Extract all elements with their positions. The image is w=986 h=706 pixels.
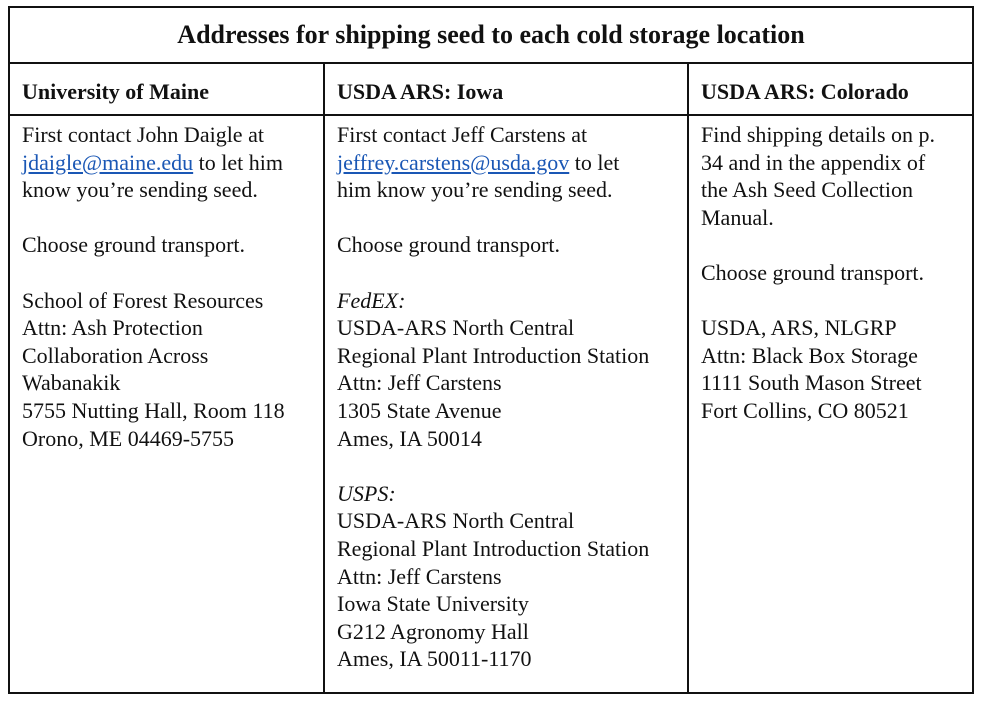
iowa-transport: [337, 231, 687, 259]
maine-address-line: Attn: Ash Protection: [22, 315, 203, 341]
header-maine: University of Maine: [22, 79, 209, 104]
maine-email-link[interactable]: jdaigle@maine.edu: [22, 149, 194, 175]
maine-contact-line-3: know you’re sending seed.: [22, 177, 258, 203]
iowa-contact-line-1: First contact Jeff Carstens at: [337, 122, 588, 147]
iowa-usps-address-line: Iowa State University: [337, 591, 529, 617]
cell-iowa: [323, 116, 687, 692]
maine-address-line: Orono, ME 04469-5755: [22, 425, 235, 451]
cell-maine: [10, 116, 323, 692]
maine-transport: [22, 231, 323, 259]
iowa-fedex-address: [337, 287, 687, 453]
colorado-address-line: Fort Collins, CO 80521: [701, 397, 909, 423]
colorado-details-line: Find shipping details on p.: [701, 122, 936, 147]
colorado-address-line: Attn: Black Box Storage: [701, 342, 918, 368]
iowa-fedex-address-line: Attn: Jeff Carstens: [337, 370, 502, 396]
iowa-fedex-address-line: USDA-ARS North Central: [337, 315, 575, 341]
iowa-usps-address-line: Ames, IA 50011-1170: [337, 646, 532, 672]
colorado-address-line: 1111 South Mason Street: [701, 370, 922, 396]
colorado-address: [701, 314, 972, 424]
iowa-usps-address-line: Attn: Jeff Carstens: [337, 563, 502, 589]
table-body-row: [10, 116, 972, 692]
maine-contact-line-2: [22, 149, 323, 177]
iowa-contact: [337, 121, 687, 204]
colorado-details-line: the Ash Seed Collection: [701, 177, 914, 203]
maine-address-line: School of Forest Resources: [22, 287, 264, 313]
colorado-details-line: 34 and in the appendix of: [701, 149, 926, 175]
iowa-usps-address-line: Regional Plant Introduction Station: [337, 535, 650, 561]
maine-address-line: Collaboration Across: [22, 342, 209, 368]
header-iowa: USDA ARS: Iowa: [323, 64, 687, 114]
colorado-address-line: USDA, ARS, NLGRP: [701, 315, 897, 341]
colorado-details-line: Manual.: [701, 204, 774, 230]
table-title-text: Addresses for shipping seed to each cold storage location: [177, 20, 805, 49]
table-header-row: [10, 64, 972, 116]
maine-address-line: Wabanakik: [22, 370, 121, 396]
iowa-fedex-address-line: Regional Plant Introduction Station: [337, 342, 650, 368]
iowa-contact-suffix: to let: [574, 149, 620, 175]
maine-address: [22, 287, 323, 453]
shipping-addresses-table: [8, 6, 974, 694]
colorado-details: [701, 121, 972, 231]
iowa-fedex-label: FedEX:: [337, 287, 406, 313]
iowa-usps-address-line: USDA-ARS North Central: [337, 508, 575, 534]
iowa-contact-line-2: [337, 149, 687, 177]
iowa-transport-text: Choose ground transport.: [337, 232, 561, 258]
iowa-usps-address: [337, 480, 687, 673]
iowa-usps-label: USPS:: [337, 480, 396, 506]
iowa-contact-line-3: him know you’re sending seed.: [337, 177, 613, 203]
iowa-usps-address-line: G212 Agronomy Hall: [337, 618, 529, 644]
maine-contact-suffix: to let him: [198, 149, 283, 175]
iowa-fedex-address-line: 1305 State Avenue: [337, 397, 502, 423]
maine-address-line: 5755 Nutting Hall, Room 118: [22, 397, 285, 423]
maine-contact: [22, 121, 323, 204]
colorado-transport-text: Choose ground transport.: [701, 259, 925, 285]
table-title: [10, 8, 972, 64]
maine-contact-line-1: First contact John Daigle at: [22, 122, 264, 147]
iowa-fedex-address-line: Ames, IA 50014: [337, 425, 482, 451]
maine-transport-text: Choose ground transport.: [22, 232, 246, 258]
header-colorado: USDA ARS: Colorado: [687, 64, 972, 114]
cell-colorado: [687, 116, 972, 692]
iowa-email-link[interactable]: jeffrey.carstens@usda.gov: [337, 149, 570, 175]
colorado-transport: [701, 259, 972, 287]
